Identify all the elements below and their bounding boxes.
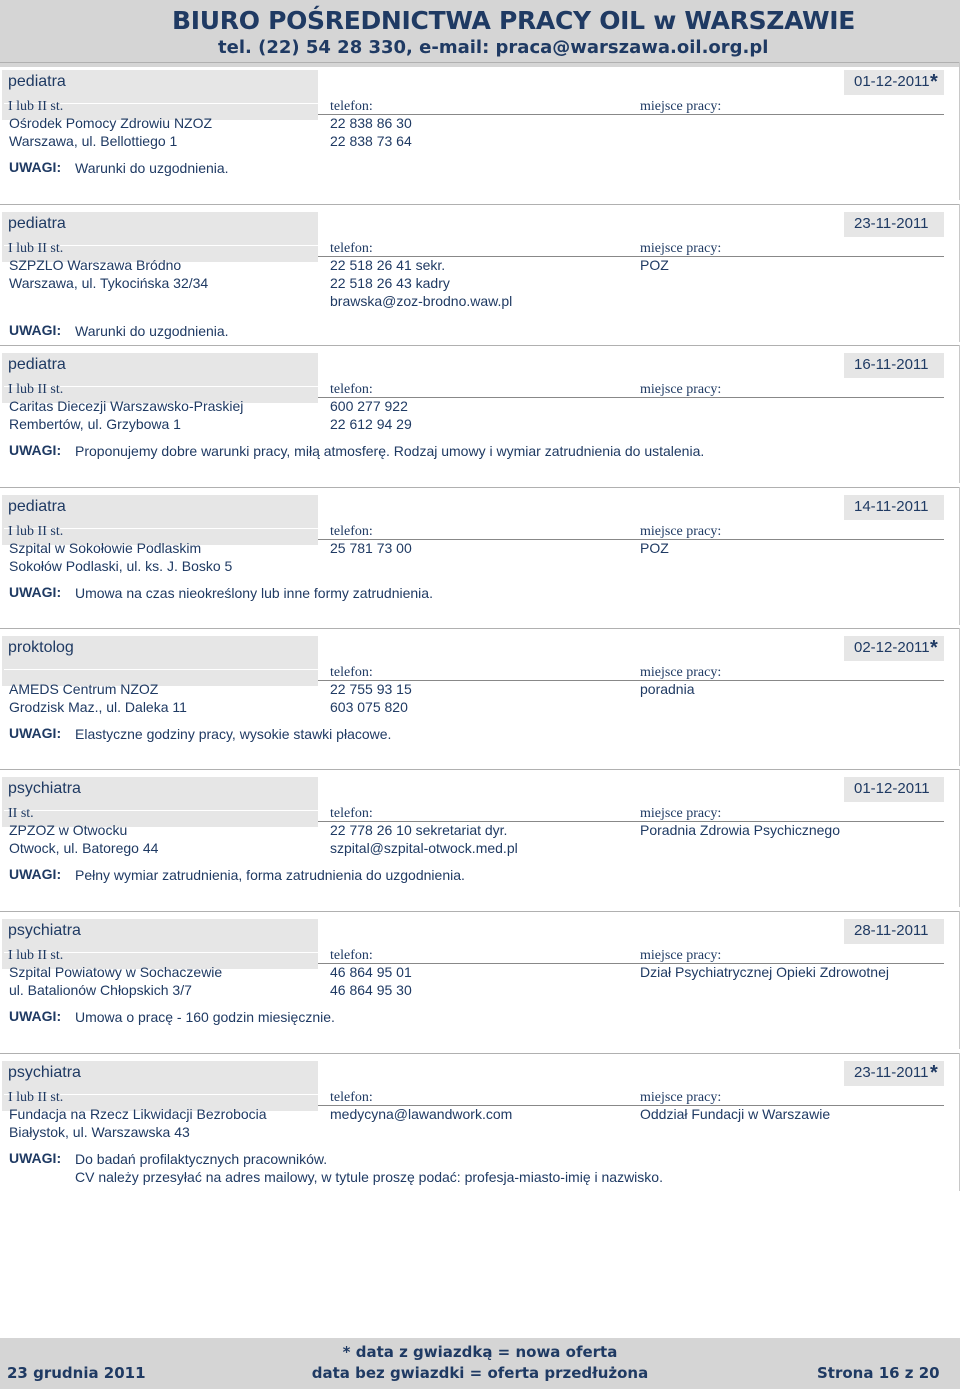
- record-divider: [0, 1053, 960, 1054]
- phone-line: 22 518 26 43 kadry: [330, 275, 450, 291]
- phone-label: telefon:: [330, 1090, 373, 1105]
- offer-date-text: 23-11-2011: [854, 215, 929, 232]
- workplace-label: miejsce pracy:: [640, 382, 722, 397]
- profession-box: [2, 212, 318, 262]
- notes-line: Warunki do uzgodnienia.: [75, 160, 229, 176]
- new-offer-star: *: [930, 71, 938, 93]
- new-offer-star: *: [930, 1062, 938, 1084]
- record-divider: [0, 62, 960, 63]
- notes-line: CV należy przesyłać na adres mailowy, w tytule proszę podać: profesja-miasto-imię i nazwisko.: [75, 1169, 663, 1185]
- employer-line: Warszawa, ul. Bellottiego 1: [9, 133, 178, 149]
- offer-date-text: 14-11-2011: [854, 498, 929, 515]
- phone-line: 46 864 95 01: [330, 964, 412, 980]
- offer-date-text: 23-11-2011: [854, 1064, 929, 1081]
- footer-page-number: Strona 16 z 20: [817, 1364, 940, 1382]
- workplace-label-underline: [636, 397, 944, 398]
- offer-date-text: 28-11-2011: [854, 922, 929, 939]
- workplace-label: miejsce pracy:: [640, 665, 722, 680]
- specialization-level: I lub II st.: [8, 99, 64, 114]
- page-footer: [0, 1338, 960, 1389]
- record-divider: [0, 769, 960, 770]
- footer-note-new: * data z gwiazdką = nowa oferta: [342, 1343, 618, 1361]
- profession-box: [2, 495, 318, 545]
- profession-title: pediatra: [8, 498, 66, 515]
- workplace-label: miejsce pracy:: [640, 241, 722, 256]
- phone-line: 46 864 95 30: [330, 982, 412, 998]
- offer-date: [844, 212, 944, 237]
- phone-line: 25 781 73 00: [330, 540, 412, 556]
- offer-date: [844, 777, 944, 802]
- offer-date: [844, 636, 944, 661]
- specialization-level: I lub II st.: [8, 241, 64, 256]
- notes-line: Warunki do uzgodnienia.: [75, 323, 229, 339]
- offer-date: [844, 495, 944, 520]
- workplace-value: poradnia: [640, 681, 695, 697]
- profession-title: pediatra: [8, 215, 66, 232]
- workplace-label: miejsce pracy:: [640, 948, 722, 963]
- profession-title: pediatra: [8, 356, 66, 373]
- employer-line: Sokołów Podlaski, ul. ks. J. Bosko 5: [9, 558, 233, 574]
- notes-line: Pełny wymiar zatrudnienia, forma zatrudnienia do uzgodnienia.: [75, 867, 465, 883]
- workplace-label: miejsce pracy:: [640, 99, 722, 114]
- profession-box: [2, 777, 318, 827]
- employer-line: AMEDS Centrum NZOZ: [9, 681, 159, 697]
- phone-label: telefon:: [330, 665, 373, 680]
- phone-line: 22 838 86 30: [330, 115, 412, 131]
- page-header: [0, 0, 960, 67]
- header-contact: tel. (22) 54 28 330, e-mail: praca@warszawa.oil.org.pl: [218, 37, 769, 58]
- specialization-level: II st.: [8, 806, 34, 821]
- phone-line: medycyna@lawandwork.com: [330, 1106, 513, 1122]
- notes-line: Do badań profilaktycznych pracowników.: [75, 1151, 328, 1167]
- workplace-value: Poradnia Zdrowia Psychicznego: [640, 822, 840, 838]
- employer-line: ul. Batalionów Chłopskich 3/7: [9, 982, 192, 998]
- workplace-value: Oddział Fundacji w Warszawie: [640, 1106, 831, 1122]
- employer-line: Rembertów, ul. Grzybowa 1: [9, 416, 181, 432]
- header-title: BIURO POŚREDNICTWA PRACY OIL w WARSZAWIE: [172, 6, 856, 35]
- phone-line: 22 518 26 41 sekr.: [330, 257, 446, 273]
- notes-label: UWAGI:: [9, 725, 62, 741]
- phone-label: telefon:: [330, 806, 373, 821]
- record-divider: [0, 204, 960, 205]
- notes-label: UWAGI:: [9, 322, 62, 338]
- specialization-level: I lub II st.: [8, 524, 64, 539]
- phone-line: 603 075 820: [330, 699, 408, 715]
- workplace-value: Dział Psychiatrycznej Opieki Zdrowotnej: [640, 964, 889, 980]
- workplace-label-underline: [636, 114, 944, 115]
- phone-line: 22 612 94 29: [330, 416, 412, 432]
- workplace-label-underline: [636, 256, 944, 257]
- workplace-label: miejsce pracy:: [640, 1090, 722, 1105]
- profession-title: psychiatra: [8, 780, 81, 797]
- workplace-value: POZ: [640, 257, 669, 273]
- workplace-label: miejsce pracy:: [640, 806, 722, 821]
- new-offer-star: *: [930, 637, 938, 659]
- phone-line: brawska@zoz-brodno.waw.pl: [330, 293, 513, 309]
- employer-line: Szpital w Sokołowie Podlaskim: [9, 540, 202, 556]
- employer-line: Szpital Powiatowy w Sochaczewie: [9, 964, 223, 980]
- notes-line: Proponujemy dobre warunki pracy, miłą atmosferę. Rodzaj umowy i wymiar zatrudnienia do ustalenia.: [75, 443, 705, 459]
- notes-label: UWAGI:: [9, 159, 62, 175]
- phone-label: telefon:: [330, 99, 373, 114]
- phone-label: telefon:: [330, 524, 373, 539]
- record-divider: [0, 911, 960, 912]
- profession-divider: [4, 669, 320, 670]
- offer-date: [844, 70, 944, 95]
- profession-box: [2, 353, 318, 403]
- phone-line: 22 778 26 10 sekretariat dyr.: [330, 822, 508, 838]
- workplace-label: miejsce pracy:: [640, 524, 722, 539]
- employer-line: Warszawa, ul. Tykocińska 32/34: [9, 275, 209, 291]
- record-divider: [0, 628, 960, 629]
- profession-title: pediatra: [8, 73, 66, 90]
- notes-label: UWAGI:: [9, 1150, 62, 1166]
- workplace-value: POZ: [640, 540, 669, 556]
- employer-line: Grodzisk Maz., ul. Daleka 11: [9, 699, 187, 715]
- profession-box: [2, 1061, 318, 1111]
- phone-label: telefon:: [330, 241, 373, 256]
- profession-title: psychiatra: [8, 922, 81, 939]
- workplace-label-underline: [636, 539, 944, 540]
- notes-line: Elastyczne godziny pracy, wysokie stawki płacowe.: [75, 726, 392, 742]
- notes-label: UWAGI:: [9, 866, 62, 882]
- phone-line: szpital@szpital-otwock.med.pl: [330, 840, 518, 856]
- specialization-level: I lub II st.: [8, 1090, 64, 1105]
- employer-line: Ośrodek Pomocy Zdrowiu NZOZ: [9, 115, 213, 131]
- profession-box: [2, 919, 318, 969]
- offer-date-text: 01-12-2011: [854, 780, 930, 797]
- notes-label: UWAGI:: [9, 442, 62, 458]
- offer-date: [844, 1061, 944, 1086]
- employer-line: SZPZLO Warszawa Bródno: [9, 257, 182, 273]
- offer-date-text: 16-11-2011: [854, 356, 929, 373]
- offer-date-text: 01-12-2011: [854, 73, 930, 90]
- notes-line: Umowa o pracę - 160 godzin miesięcznie.: [75, 1009, 335, 1025]
- phone-label: telefon:: [330, 382, 373, 397]
- phone-line: 600 277 922: [330, 398, 408, 414]
- phone-line: 22 838 73 64: [330, 133, 412, 149]
- profession-title: psychiatra: [8, 1064, 81, 1081]
- profession-divider: [4, 810, 320, 811]
- employer-line: Caritas Diecezji Warszawsko-Praskiej: [9, 398, 244, 414]
- record-divider: [0, 345, 960, 346]
- profession-box: [2, 70, 318, 120]
- employer-line: Białystok, ul. Warszawska 43: [9, 1124, 190, 1140]
- phone-line: 22 755 93 15: [330, 681, 412, 697]
- specialization-level: I lub II st.: [8, 948, 64, 963]
- employer-line: ZPZOZ w Otwocku: [9, 822, 128, 838]
- phone-label: telefon:: [330, 948, 373, 963]
- notes-label: UWAGI:: [9, 584, 62, 600]
- profession-title: proktolog: [8, 639, 74, 656]
- offer-date: [844, 353, 944, 378]
- offer-date: [844, 919, 944, 944]
- footer-note-extended: data bez gwiazdki = oferta przedłużona: [311, 1364, 649, 1382]
- specialization-level: I lub II st.: [8, 382, 64, 397]
- employer-line: Fundacja na Rzecz Likwidacji Bezrobocia: [9, 1106, 267, 1122]
- profession-box: [2, 636, 318, 686]
- notes-line: Umowa na czas nieokreślony lub inne formy zatrudnienia.: [75, 585, 433, 601]
- employer-line: Otwock, ul. Batorego 44: [9, 840, 159, 856]
- footer-date: 23 grudnia 2011: [7, 1364, 146, 1382]
- notes-label: UWAGI:: [9, 1008, 62, 1024]
- record-divider: [0, 487, 960, 488]
- offer-date-text: 02-12-2011: [854, 639, 930, 656]
